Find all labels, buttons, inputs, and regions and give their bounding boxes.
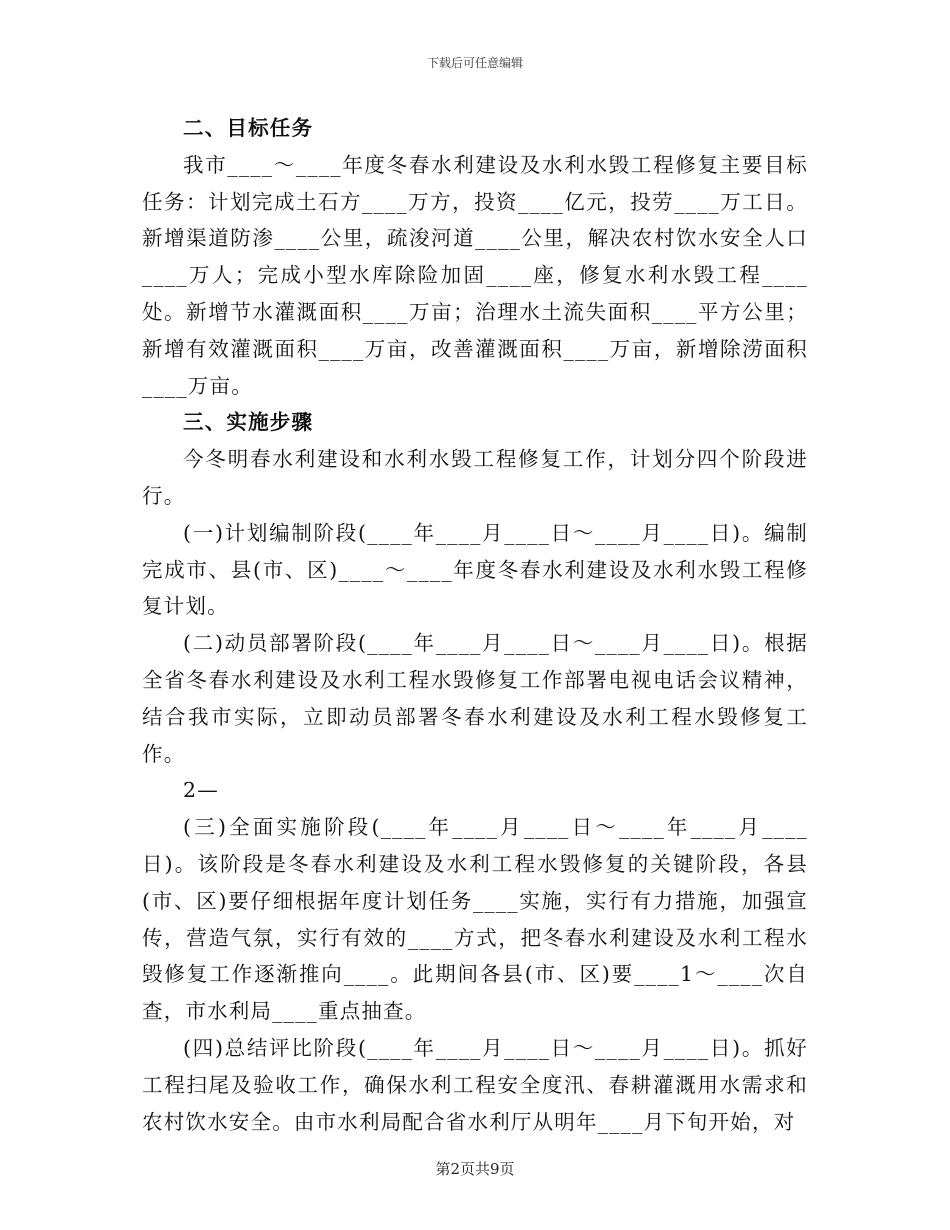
- section-heading-goals: 二、目标任务: [183, 116, 314, 140]
- document-body: [142, 110, 808, 1140]
- goals-paragraph: 我市____～____年度冬春水利建设及水利水毁工程修复主要目标任务：计划完成土石方____万方，投资____亿元，投劳____万工日。新增渠道防渗____公里，疏浚河道____公里，解决农村饮水安全人口____万人；完成小型水库除险加固____座，修复水利水毁工程____处。新增节水灌溉面积____万亩；治理水土流失面积____平方公里；新增有效灌溉面积____万亩，改善灌溉面积____万亩，新增除涝面积____万亩。: [142, 152, 808, 398]
- stage-1-paragraph: (一)计划编制阶段(____年____月____日～____月____日)。编制完成市、县(市、区)____～____年度冬春水利建设及水利水毁工程修复计划。: [142, 520, 808, 619]
- page-header: 下载后可任意编辑: [426, 56, 523, 70]
- stage-4-paragraph: (四)总结评比阶段(____年____月____日～____月____日)。抓好工程扫尾及验收工作，确保水利工程安全度汛、春耕灌溉用水需求和农村饮水安全。由市水利局配合省水利厅从明年____月下旬开始，对: [142, 1035, 808, 1134]
- section-heading-steps: 三、实施步骤: [183, 410, 314, 435]
- steps-intro-paragraph: 今冬明春水利建设和水利水毁工程修复工作，计划分四个阶段进行。: [142, 447, 808, 508]
- page-footer: 第2页共9页: [435, 1160, 515, 1178]
- stage-3-paragraph: (三)全面实施阶段(____年____月____日～____年____月____日)。该阶段是冬春水利建设及水利工程水毁修复的关键阶段，各县(市、区)要仔细根据年度计划任务____实施，实行有力措施，加强宣传，营造气氛，实行有效的____方式，把冬春水利建设及水利工程水毁修复工作逐渐推向____。此期间各县(市、区)要____1～____次自查，市水利局____重点抽查。: [142, 815, 808, 1024]
- stage-2-paragraph: (二)动员部署阶段(____年____月____日～____月____日)。根据全省冬春水利建设及水利工程水毁修复工作部署电视电话会议精神，结合我市实际，立即动员部署冬春水利建设及水利工程水毁修复工作。: [142, 631, 808, 766]
- inline-page-mark: 2—: [183, 778, 219, 803]
